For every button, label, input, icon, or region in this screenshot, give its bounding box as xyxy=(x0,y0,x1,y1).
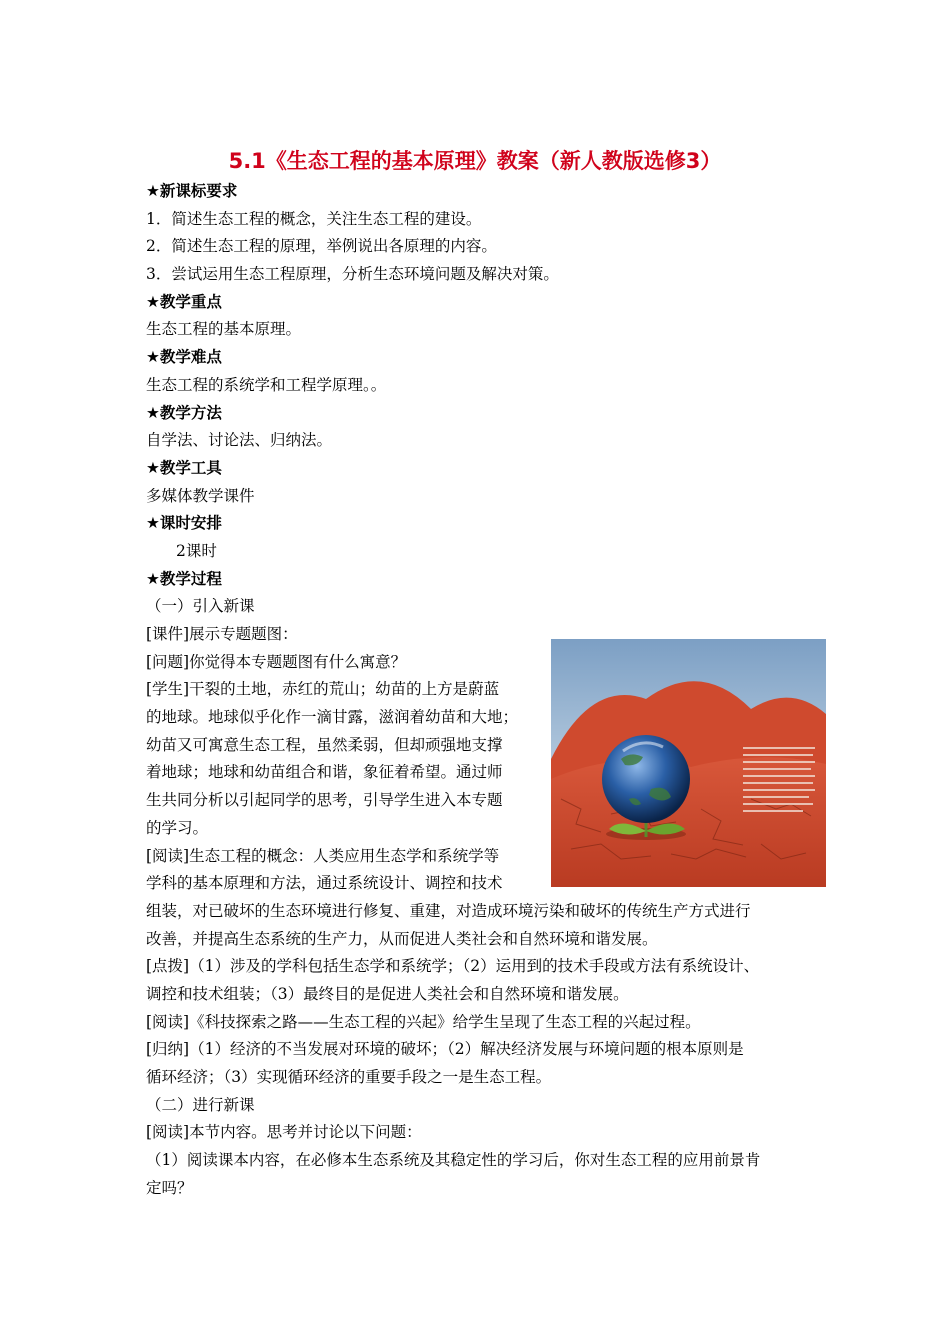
process-line: [点拨]（1）涉及的学科包括生态学和系统学；（2）运用到的技术手段或方法有系统设计、 xyxy=(146,957,760,976)
process-line: 定吗？ xyxy=(146,1178,193,1197)
process-line: 调控和技术组装；（3）最终目的是促进人类社会和自然环境和谐发展。 xyxy=(146,984,629,1003)
process-line: [阅读]生态工程的概念：人类应用生态学和系统学等 xyxy=(146,846,500,865)
process-line: 着地球；地球和幼苗组合和谐，象征着希望。通过师 xyxy=(146,763,503,782)
process-line: 的地球。地球似乎化作一滴甘露，滋润着幼苗和大地； xyxy=(146,708,519,727)
process-line: [阅读]《科技探索之路——生态工程的兴起》给学生呈现了生态工程的兴起过程。 xyxy=(146,1012,701,1031)
process-line: [课件]展示专题题图： xyxy=(146,625,298,643)
section-heading-difficulty: ★教学难点 xyxy=(146,348,222,367)
section-heading-tools: ★教学工具 xyxy=(146,458,222,477)
process-line: [阅读]本节内容。思考并讨论以下问题： xyxy=(146,1123,422,1142)
section-heading-standards: ★新课标要求 xyxy=(146,182,238,200)
process-line: （一）引入新课 xyxy=(146,597,255,616)
process-line: 生共同分析以引起同学的思考，引导学生进入本专题 xyxy=(146,791,503,810)
process-line: （二）进行新课 xyxy=(146,1095,255,1114)
process-line: [问题]你觉得本专题题图有什么寓意？ xyxy=(146,652,407,671)
process-line: [学生]干裂的土地，赤红的荒山；幼苗的上方是蔚蓝 xyxy=(146,680,500,699)
process-line: 幼苗又可寓意生态工程，虽然柔弱，但却顽强地支撑 xyxy=(146,735,503,754)
process-line: 的学习。 xyxy=(146,818,209,837)
tools-text: 多媒体教学课件 xyxy=(146,486,255,505)
document-title: 5.1《生态工程的基本原理》教案（新人教版选修3） xyxy=(228,149,722,173)
key-point-text: 生态工程的基本原理。 xyxy=(146,320,302,339)
method-text: 自学法、讨论法、归纳法。 xyxy=(146,431,333,450)
earth-seedling-desert-illustration xyxy=(551,639,826,887)
process-line: 学科的基本原理和方法，通过系统设计、调控和技术 xyxy=(146,874,503,893)
schedule-text: 2课时 xyxy=(176,541,217,560)
section-heading-process: ★教学过程 xyxy=(146,569,222,588)
section-heading-key-point: ★教学重点 xyxy=(146,292,222,311)
section-heading-method: ★教学方法 xyxy=(146,403,222,422)
process-line: 组装，对已破坏的生态环境进行修复、重建，对造成环境污染和破坏的传统生产方式进行 xyxy=(146,901,751,920)
standards-item: 2．简述生态工程的原理，举例说出各原理的内容。 xyxy=(146,237,497,256)
process-line: [归纳]（1）经济的不当发展对环境的破坏；（2）解决经济发展与环境问题的根本原则是 xyxy=(146,1040,744,1059)
process-line: 改善，并提高生态系统的生产力，从而促进人类社会和自然环境和谐发展。 xyxy=(146,929,658,948)
standards-item: 3．尝试运用生态工程原理，分析生态环境问题及解决对策。 xyxy=(146,265,559,284)
difficulty-text: 生态工程的系统学和工程学原理。。 xyxy=(146,375,387,394)
process-line: 循环经济；（3）实现循环经济的重要手段之一是生态工程。 xyxy=(146,1068,552,1086)
section-heading-schedule: ★课时安排 xyxy=(146,514,222,533)
process-line: （1）阅读课本内容，在必修本生态系统及其稳定性的学习后，你对生态工程的应用前景肯 xyxy=(146,1151,761,1170)
standards-item: 1．简述生态工程的概念，关注生态工程的建设。 xyxy=(146,209,482,228)
